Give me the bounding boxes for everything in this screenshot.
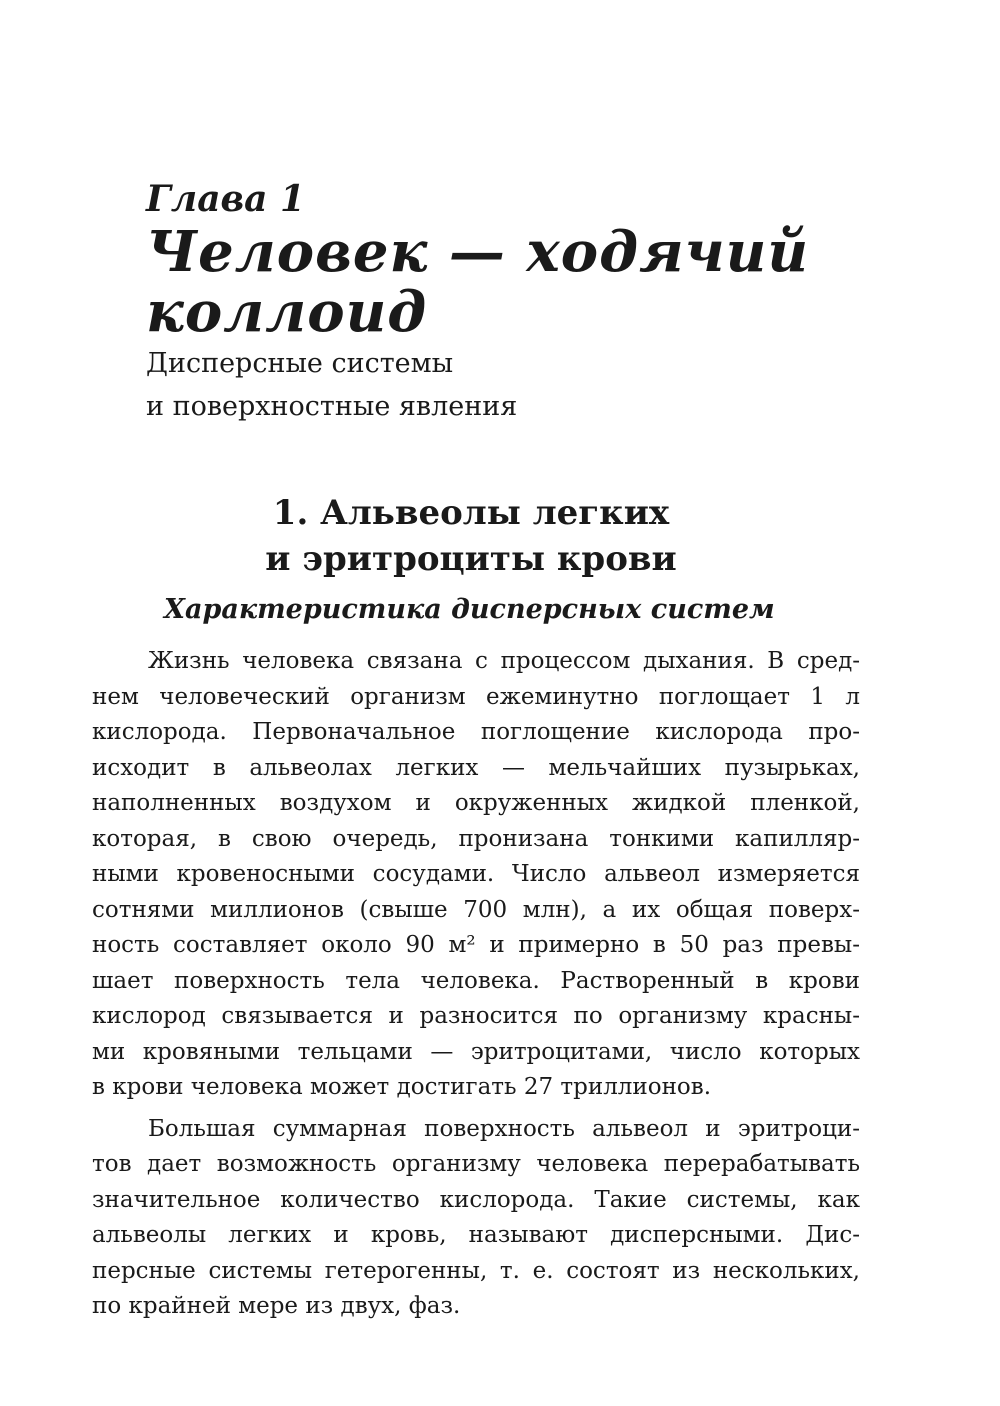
paragraph-1 xyxy=(92,644,860,1106)
text-line: наполненных воздухом и окруженных жидкой пленкой, xyxy=(92,790,860,816)
text-line: альвеолы легких и кровь, называют дисперсными. Дис- xyxy=(92,1222,860,1248)
section-title-line: и эритроциты крови xyxy=(265,539,677,579)
text-line: ными кровеносными сосудами. Число альвеол измеряется xyxy=(92,861,860,887)
section-subtitle: Характеристика дисперсных систем xyxy=(164,594,775,625)
text-line: исходит в альвеолах легких — мельчайших пузырьках, xyxy=(92,754,860,781)
text-line: сотнями миллионов (свыше 700 млн), а их общая поверх- xyxy=(92,896,860,923)
chapter-subtitle-line: и поверхностные явления xyxy=(146,391,518,422)
chapter-title-line: Человек — ходячий xyxy=(146,219,810,285)
chapter-subtitle xyxy=(146,342,866,428)
text-line: значительное количество кислорода. Такие системы, как xyxy=(92,1186,860,1213)
text-line: ность составляет около 90 м² и примерно в 50 раз превы- xyxy=(92,932,860,958)
chapter-label: Глава 1 xyxy=(146,178,306,220)
text-line: персные системы гетерогенны, т. е. состоят из нескольких, xyxy=(92,1257,860,1284)
text-line: ми кровяными тельцами — эритроцитами, число которых xyxy=(92,1038,860,1065)
text-line: Большая суммарная поверхность альвеол и эритроци- xyxy=(148,1115,860,1142)
section-title xyxy=(146,490,796,582)
chapter-title-line: коллоид xyxy=(146,279,428,345)
paragraph-2 xyxy=(92,1112,860,1325)
text-line: кислород связывается и разносится по организму красны- xyxy=(92,1003,860,1029)
text-line: которая, в свою очередь, пронизана тонкими капилляр- xyxy=(92,825,860,852)
text-line: Жизнь человека связана с процессом дыхания. В сред- xyxy=(148,648,860,674)
text-line: кислорода. Первоначальное поглощение кислорода про- xyxy=(92,719,860,745)
text-line: шает поверхность тела человека. Растворенный в крови xyxy=(92,967,860,994)
section-title-line: 1. Альвеолы легких xyxy=(272,493,670,533)
text-line: в крови человека может достигать 27 триллионов. xyxy=(92,1074,712,1100)
text-line: по крайней мере из двух, фаз. xyxy=(92,1293,461,1319)
chapter-title xyxy=(146,219,866,345)
text-line: нем человеческий организм ежеминутно поглощает 1 л xyxy=(92,683,860,710)
chapter-subtitle-line: Дисперсные системы xyxy=(146,348,454,379)
body-text xyxy=(92,644,860,1325)
text-line: тов дает возможность организму человека перерабатывать xyxy=(92,1151,860,1177)
